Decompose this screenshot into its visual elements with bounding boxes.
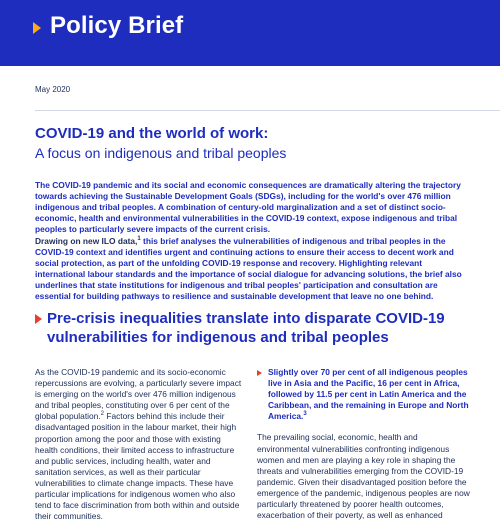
document-subtitle: A focus on indigenous and tribal peoples [35, 145, 287, 161]
chevron-right-icon [33, 22, 41, 34]
header-banner [0, 0, 500, 66]
footnote-ref[interactable]: 1 [137, 236, 141, 243]
right-column [257, 367, 472, 521]
bullet-triangle-icon [257, 370, 262, 376]
bullet-text: Slightly over 70 per cent of all indigenous peoples live in Asia and the Pacific, 16 per cent in Africa, followed by 11.5 per cent in Latin America and the Caribbean, and the remaining in Europe and North America. [268, 367, 469, 422]
body-text: As the COVID-19 pandemic and its socio-economic repercussions are evolving, a particularly severe impact is emerging on the world's over 476 million indigenous and tribal peoples, constituting over 6 per cent of the global population. [35, 367, 242, 422]
divider [35, 110, 500, 111]
body-paragraph: The prevailing social, economic, health and environmental vulnerabilities confronting indigenous women and men are playing a key role in shaping the threats and vulnerabilities emerging from the COVID-19 pandemic. Given their disadvantaged position before the emergence of the pandemic, indigenous peoples are now particularly threatened by poorer health outcomes, exacerbation of their poverty, as well as enhanced [257, 432, 470, 521]
lead-text: this brief analyses the vulnerabilities of indigenous and tribal peoples in the COVID-19 context and identifies urgent and continuing actions to ensure their access to decent work and social protection, as part of the unfolding COVID-19 response and recovery. Highlighting relevant international labour standards and the importance of social dialogue for advancing solutions, the brief also underlines that state institutions for indigenous and tribal peoples' participation and consultation are essential for building pathways to resilience and sustainable development that leave no one behind. [35, 236, 462, 301]
triangle-right-icon [35, 314, 42, 324]
key-fact-bullet [257, 367, 472, 422]
publication-date: May 2020 [35, 85, 71, 94]
body-paragraph [35, 367, 245, 522]
footnote-ref[interactable]: 2 [100, 411, 105, 418]
lead-text: Drawing on new ILO data, [35, 236, 138, 246]
left-column [35, 367, 245, 522]
lead-paragraph-2 [35, 236, 470, 302]
document-title: COVID-19 and the world of work: [35, 125, 269, 142]
lead-paragraph: The COVID-19 pandemic and its social and economic consequences are dramatically altering the trajectory towards achieving the Sustainable Development Goals (SDGs), including for the world's over 476 million indigenous and tribal peoples. A combination of century-old marginalization and a set of distinct socio-economic, health and environmental vulnerabilities in the COVID-19 context, expose indigenous and tribal peoples to particularly severe impacts of the current crisis. [35, 180, 461, 234]
footnote-ref[interactable]: 3 [303, 411, 307, 418]
section-heading: Pre-crisis inequalities translate into disparate COVID-19 vulnerabilities for indigenous and tribal peoples [47, 310, 445, 346]
body-text: Factors behind this include their disadvantaged position in the labour market, their high proportion among the poor and those with existing health conditions, their limited access to infrastructure and public services, including health, water and sanitation services, as well as their particular vulnerabilities to climate change impacts. These have particular implications for indigenous women who also tend to face discrimination from both within and outside their communities. [35, 411, 240, 522]
banner-title: Policy Brief [50, 12, 184, 39]
